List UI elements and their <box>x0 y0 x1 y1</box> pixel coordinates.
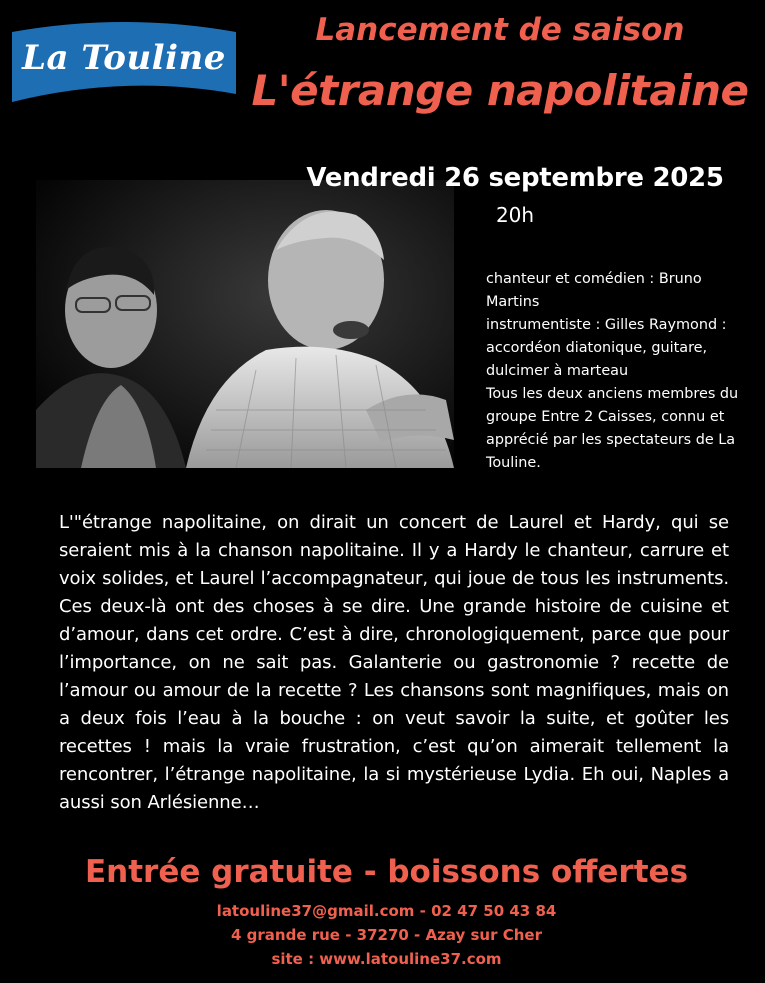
performers-photo <box>36 180 454 468</box>
event-time: 20h <box>495 203 535 227</box>
credit-background: Tous les deux anciens membres du groupe Entre 2 Caisses, connu et apprécié par les spectateurs de La Touline. <box>486 386 739 471</box>
venue-address: 4 grande rue - 37270 - Azay sur Cher <box>231 926 542 944</box>
logo <box>10 18 238 102</box>
event-date: Vendredi 26 septembre 2025 <box>306 163 724 193</box>
credit-instrumentalist: instrumentiste : Gilles Raymond : accordéon diatonique, guitare, dulcimer à marteau <box>486 317 727 379</box>
website-link[interactable]: site : www.latouline37.com <box>271 950 502 968</box>
logo-text: La Touline <box>22 38 226 78</box>
contact-email-phone[interactable]: latouline37@gmail.com - 02 47 50 43 84 <box>216 902 557 920</box>
event-title: L'étrange napolitaine <box>251 66 749 115</box>
performer-credits <box>486 268 748 475</box>
credit-singer: chanteur et comédien : Bruno Martins <box>486 271 702 310</box>
event-subtitle: Lancement de saison <box>315 12 685 48</box>
event-description: L'"étrange napolitaine, on dirait un concert de Laurel et Hardy, qui se seraient mis à la chanson napolitaine. Il y a Hardy le chanteur, carrure et voix solides, et Laurel l’accompagnateur, qui joue de tous les instruments. Ces deux-là ont des choses à se dire. Une grande histoire de cuisine et d’amour, dans cet ordre. C’est à dire, chronologiquement, parce que pour l’importance, on ne sait pas. Galanterie ou gastronomie ? recette de l’amour ou amour de la recette ? Les chansons sont magnifiques, mais on a deux fois l’eau à la bouche : on veut savoir la suite, et goûter les recettes ! mais la vraie frustration, c’est qu’on aimerait tellement la rencontrer, l’étrange napolitaine, la si mystérieuse Lydia. Eh oui, Naples a aussi son Arlésienne… <box>59 512 729 813</box>
entry-info: Entrée gratuite - boissons offertes <box>84 854 689 890</box>
